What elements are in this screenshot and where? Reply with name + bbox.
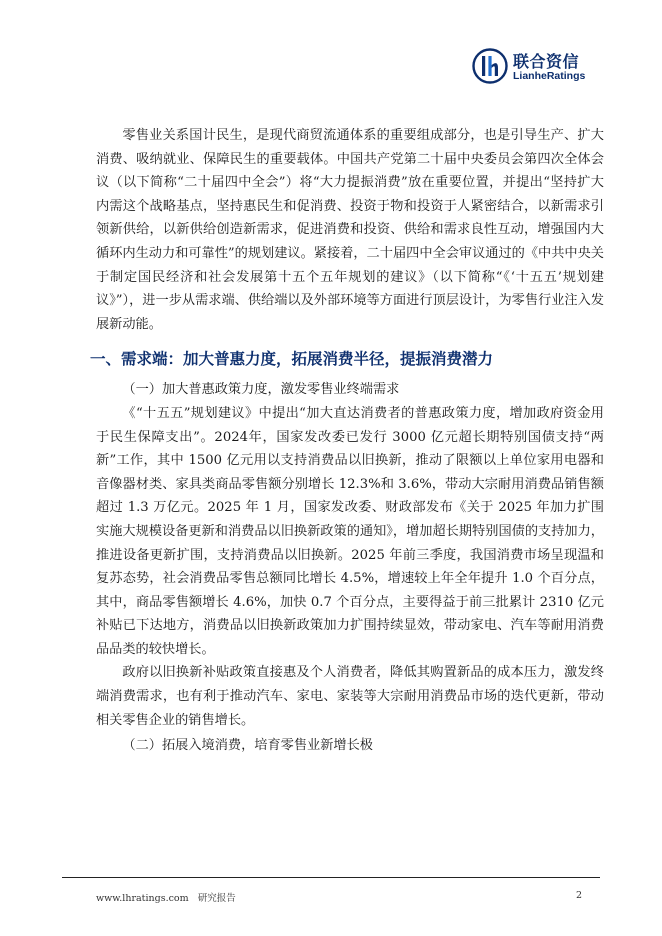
footer-divider: [62, 877, 600, 878]
company-logo: [472, 48, 602, 88]
intro-paragraph: 零售业关系国计民生，是现代商贸流通体系的重要组成部分，也是引导生产、扩大消费、吸纳就业、保障民生的重要载体。中国共产党第二十届中央委员会第四次全体会议（以下简称“二十届四中全会”）将“大力提振消费”放在重要位置，并提出“坚持扩大内需这个战略基点，坚持惠民生和促消费、投资于物和投资于人紧密结合，以新需求引领新供给，以新供给创造新需求，促进消费和投资、供给和需求良性互动，增强国内大循环内生动力和可靠性”的规划建议。紧接着，二十届四中全会审议通过的《中共中央关于制定国民经济和社会发展第十五个五年规划的建议》（以下简称“《‘十五五’规划建议》”），进一步从需求端、供给端以及外部环境等方面进行顶层设计，为零售行业注入发展新动能。: [96, 128, 604, 332]
paragraph-policy: 《“十五五”规划建议》中提出“加大直达消费者的普惠政策力度，增加政府资金用于民生保障支出”。2024年，国家发改委已发行 3000 亿元超长期特别国债支持“两新”工作，其中 1500 亿元用以支持消费品以旧换新，推动了限额以上单位家用电器和音像器材类、家具类商品零售额分别增长 12.3%和 3.6%，带动大宗耐用消费品销售额超过 1.3 万亿元。2025 年 1 月，国家发改委、财政部发布《关于 2025 年加力扩围实施大规模设备更新和消费品以旧换新政策的通知》，增加超长期特别国债的支持加力，推进设备更新扩围，支持消费品以旧换新。2025 年前三季度，我国消费市场呈现温和复苏态势，社会消费品零售总额同比增长 4.5%，增速较上年全年提升 1.0 个百分点，其中，商品零售额增长 4.6%，加快 0.7 个百分点，主要得益于前三批累计 2310 亿元补贴已下达地方，消费品以旧换新政策加力扩围持续显效，带动家电、汽车等耐用消费品品类的较快增长。: [96, 405, 604, 657]
footer-website[interactable]: www.lhratings.com: [96, 893, 189, 904]
logo-text-cn: 联合资信: [513, 52, 580, 71]
report-body: [90, 124, 604, 758]
logo-text-en: LianheRatings: [513, 70, 586, 82]
footer-doc-type: 研究报告: [197, 893, 236, 904]
subsection-heading-1: （一）加大普惠政策力度，激发零售业终端需求: [122, 382, 400, 398]
subsection-heading-2: （二）拓展入境消费，培育零售业新增长极: [122, 738, 373, 754]
page-number: 2: [576, 890, 583, 901]
paragraph-subsidy: 政府以旧换新补贴政策直接惠及个人消费者，降低其购置新品的成本压力，激发终端消费需求，也有利于推动汽车、家电、家装等大宗耐用消费品市场的迭代更新，带动相关零售企业的销售增长。: [96, 665, 604, 728]
lianhe-logo-icon: [472, 48, 508, 84]
footer-info: [96, 890, 236, 904]
section-heading: 一、需求端：加大普惠力度，拓展消费半径，提振消费潜力: [90, 350, 494, 369]
